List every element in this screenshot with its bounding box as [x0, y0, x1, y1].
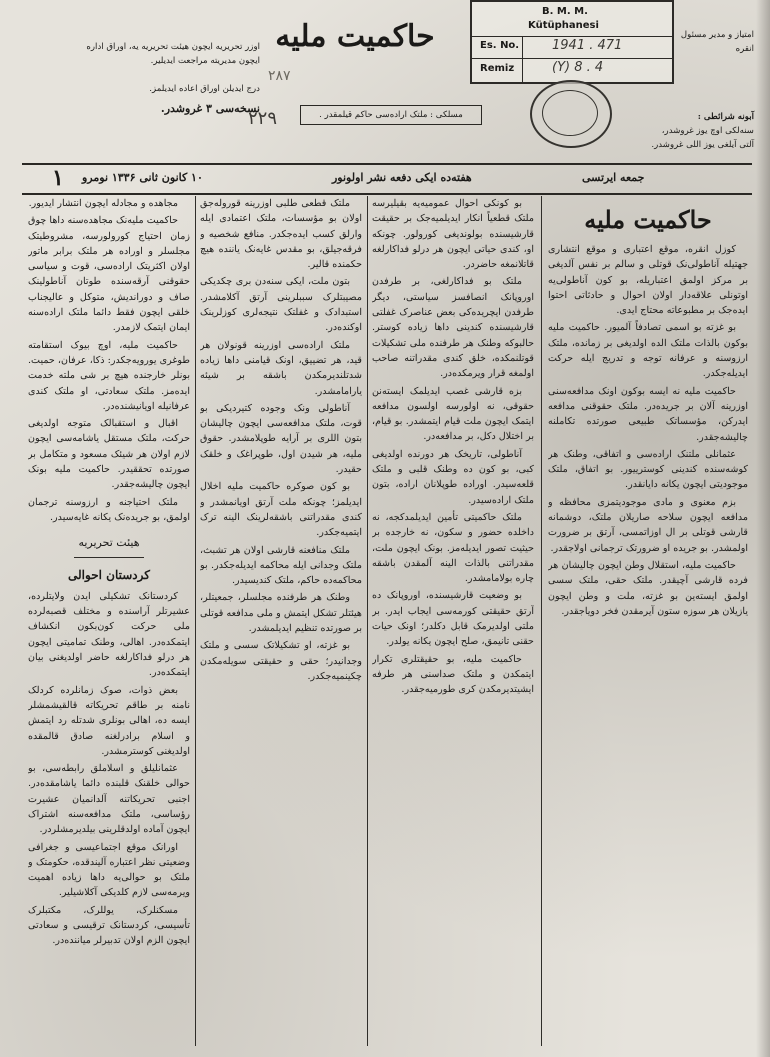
stamp-institution: B. M. M.	[542, 6, 588, 17]
article-paragraph: ملتک احتیاجنه و ارزوسنه ترجمان اولمق، بو جریده‌نک یکانه غایه‌سیدر.	[28, 496, 190, 523]
stamp-divider	[472, 36, 672, 37]
column-three	[372, 196, 534, 1046]
article-paragraph: ملتک منافعنه قارشی اولان هر تشبث، ملتک وجدانی ایله محاکمه ایدیله‌جکدر. بو محاکمه‌ده حاکم، ملتک کندیسیدر.	[200, 544, 362, 587]
issue-date: ۱۰ کانون ثانی ۱۳۳۶ نومرو	[82, 171, 203, 184]
article-paragraph: آناطولی ونک وجوده کتیردیکی بو قوت، ملتک مدافعه‌سی ایچون چالیشان بتون اللری بر آرایه طوپلامشدر. حقوق ملیه، هر شیدن اول، طوپراغک و خلقک حقیدر.	[200, 402, 362, 476]
pencil-marks: ٢٨٧	[268, 68, 291, 84]
article-paragraph: مسکنلرک، یوللرک، مکتبلرک تأسیسی، کردستانک ترقیسی و سعادتی ایچون الزم اولان تدبیرلر میاننده‌در.	[28, 904, 190, 947]
stamp-library: Kütüphanesi	[528, 20, 599, 31]
article-paragraph: حاکمیت ملیه، استقلال وطن ایچون چالیشان هر فرده قارشی آچیقدر. ملتک حقی، ملتک سسی اولمق ایسته‌ین بو غزته، ملت و وطن ایچون یازیلان هر سوزه ستون آیرمقدن فخر دویاجقدر.	[548, 559, 748, 617]
kurdistan-section-heading: کردستان احوالی	[68, 567, 150, 582]
editorial-note-line-2: ایچون مدیریته مراجعت ایدیلیر.	[150, 56, 260, 66]
section-divider	[74, 557, 144, 558]
subscription-yearly: سنه‌لکی اوچ یوز غروشدر،	[661, 126, 754, 136]
article-paragraph: بو غزته، او تشکیلاتک سسی و ملتک وجدانیدر؛ حقی و حقیقتی سویله‌مکدن چکینمیه‌جکدر.	[200, 640, 362, 682]
column-two	[200, 196, 362, 1046]
article-paragraph: عثمانلیلق و اسلاملق رابطه‌سی، بو حوالی خلقنک قلبنده دائما یاشامقده‌در. اجنبی تحریکاتنه آلدانمیان عشیرت رؤساسی، ملتک مدافعه‌سنه اشتراک ایچون آماده اولدقلرینی بیلدیرمشلردر.	[28, 763, 190, 836]
article-paragraph: حاکمیت ملیه نه ایسه بوکون اونک مدافعه‌سنی اوزرینه آلان بر جریده‌در. ملتک حقوقنی مدافعه ایدرکن، مؤسساتک طبیعی صورتده تکاملنه چالیشه‌جقدر.	[548, 385, 748, 443]
masthead-left-info	[30, 40, 260, 116]
returned-papers-note: درج ایدیلن اوراق اعاده ایدیلمز.	[149, 84, 260, 94]
stamp-es-no-label: Es. No.	[480, 40, 520, 51]
lead-article-heading: حاکمیت ملیه	[584, 205, 712, 234]
issue-price: نسخه‌سی ۳ غروشدر.	[160, 102, 260, 115]
newspaper-title: حاکمیت ملیه	[275, 19, 435, 54]
article-paragraph: بو کونکی احوال عمومیه‌یه بقیلیرسه ملتک قطعیاً انکار ایدیلمیه‌جک بر حقیقت قارشیسنده بولوندیغی کورولور. چونکه او، کندی حیاتی ایچون هر درلو فداکارلغه قاتلانمغه حاضردر.	[372, 198, 534, 271]
column-rule	[541, 196, 542, 1046]
article-paragraph: کوزل انقره، موقع اعتباری و موقع انتشاری جهتیله آناطولی‌نک قوتلی و سالم بر نفس آلدیغی بر مرکز اولمق اعتباریله، بو کون آناطولی‌یه اوتونلی علاقه‌دار اولان احوال و حادثاتی احتوا ایده‌جک بر مطبوعاته محتاج ایدی.	[548, 244, 748, 317]
motto-box: مسلکی : ملتک اراده‌سی حاکم قیلمقدر .	[300, 105, 482, 125]
column-lead-article	[548, 196, 748, 1046]
stamp-es-no-value: 1941 . 471	[552, 38, 623, 53]
issue-number: ۱	[52, 165, 64, 191]
article-paragraph: بزم معنوی و مادی موجودیتمزی محافظه و مدافعه ایچون سلاحه صاریلان ملتک، دوشمانه قارشی قوتلی بر ال اوزاتمسی، آرتق بر ضرورت اولمشدر. بو جریده او ضرورتک ترجمانی اولاجقدر.	[548, 496, 748, 554]
article-paragraph: ملتک اراده‌سی اوزرینه قونولان هر قید، هر تضییق، اونک قیامنی داها زیاده شدتلندیرمکدن باشقه بر شیئه یارامامشدر.	[200, 339, 362, 397]
column-one	[28, 196, 190, 1046]
column-rule	[367, 196, 368, 1046]
publication-frequency: هفته‌ده ایکی دفعه نشر اولونور	[332, 171, 472, 184]
stamp-remiz-label: Remiz	[480, 63, 515, 74]
article-paragraph: بو کون صوکره حاکمیت ملیه اخلال ایدیلمز؛ چونکه ملت آرتق اویانمشدر و کندی مقدراتنی باشقه‌لرینک الینه ترک ایتمیه‌جکدر.	[200, 481, 362, 539]
article-paragraph: آناطولی، تاریخک هر دورنده اولدیغی کبی، بو کون ده وطنک قلبی و ملتک قلعه‌سیدر. اوراده طوپلانان اراده، بتون ملتک اراده‌سیدر.	[372, 448, 534, 506]
stamp-divider-2	[472, 58, 672, 59]
round-seal-icon	[530, 80, 612, 148]
article-paragraph: بعض ذوات، صوک زمانلرده کردلک نامنه بر طاقم تحریکاته قالقیشمشلر ایسه ده، اهالی بونلری شدتله رد ایتمش و اسلام برادرلغنه صادق قالمقده اولدیغنی کوسترمشدر.	[28, 684, 190, 757]
stamp-remiz-value: (Y) 8 . 4	[552, 60, 604, 75]
owner-line: امتیاز و مدیر مسئول	[680, 30, 754, 40]
article-paragraph: بزه قارشی غصب ایدیلمک ایسته‌نن حقوقی، نه اولورسه اولسون مدافعه ایتمک ایچون ملت قیام ایتمشدر. بو قیام، بر اختلال دکل، بر مدافعه‌در.	[372, 385, 534, 443]
article-paragraph: ملتک قطعی طلبی اوزرینه قوروله‌جق اولان بو مؤسسات، ملتک اعتمادی ایله وارلق کسب ایده‌جکدر. منافع شخصیه و فرقه‌جیلق، بو مقدس غایه‌نک یاننده هیچ حکمنده قالیر.	[200, 198, 362, 271]
subscription-halfyear: آلتی آیلغی یوز اللی غروشدر.	[651, 140, 754, 150]
date-bar	[22, 163, 752, 195]
article-paragraph: اقبال و استقبالک متوجه اولدیغی حرکت، ملتک مستقل یاشامه‌سی ایچون لازم اولان هر شیئک مسعود و متکامل بر صورتده تحققیدر. حاکمیت ملیه بونک ایچون چالیشه‌جقدر.	[28, 418, 190, 491]
article-paragraph: مجاهده و مجادله ایچون انتشار ایدیور.	[28, 198, 178, 209]
article-paragraph: اورانک موقع اجتماعیسی و جغرافی وضعیتی نظر اعتباره آلیندقده، حکومتک و ملتک بو حوالی‌یه داها زیاده اهمیت ویرمه‌سی لازم کلدیکی آکلاشیلیر.	[28, 841, 190, 899]
issue-weekday: جمعه ایرتسی	[582, 171, 645, 184]
library-stamp	[470, 0, 674, 84]
article-paragraph: حاکمیت ملیه‌نک مجاهده‌سنه داها چوق زمان احتیاج کورولورسه، مشروطیتک مجلسلر و اوراده هر ملتک برابر ماتور اولان اکثریتک اراده‌سی، قوت و سیاسی حقوقنی آرقه‌سنده طوتان آناطولینک صاف و دوراندیش، متوکل و عالیجناب خلقی ایچون فقط دائما ملتک اراده‌سنه ایمان ایتمک لازمدر.	[28, 215, 190, 334]
handwritten-archive-number: ٢٢٩	[248, 108, 278, 129]
article-paragraph: بو وضعیت قارشیسنده، اوروپانک ده آرتق حقیقتی کورمه‌سی ایجاب ایدر. بر ملتی اولدیرمک قابل دکلدر؛ اونک حیات حقنی تانیمق، صلح ایچون یکانه یولدر.	[372, 590, 534, 648]
city-line: انقره	[735, 44, 754, 54]
stamp-vertical-divider	[522, 36, 523, 82]
torn-edge	[756, 0, 770, 1057]
article-paragraph: کردستانک تشکیلی ایدن ولایتلرده، عشیرتلر آراسنده و مختلف قصبه‌لرده ملی حرکت کون‌بکون انکشاف ایتمکده‌در. اهالی، وطنک تمامیتی ایچون هر درلو فداکارلغه حاضر اولدیغنی بیان ایتمکده‌در.	[28, 590, 190, 679]
article-paragraph: عثمانلی ملتنک اراده‌سی و اتفاقی، وطنک هر کوشه‌سنده کندینی کوسترییور. بو اتفاق، ملتک موجودیتی ایچون یکانه دایانقدر.	[548, 448, 748, 491]
editorial-note-line-1: اوزر تحریریه ایچون هیئت تحریریه یه، اوراق اداره	[86, 42, 260, 52]
editorial-board-signature: هیئت تحریریه	[78, 536, 140, 550]
article-paragraph: بو غزته بو اسمی تصادفاً آلمیور. حاکمیت ملیه بوکون بالذات ملتک الده اولدیغی بر زمانده، ملتک ارزوسنه و عرفانه توجه و تدریج ایله حرکت ایدیله‌جکدر.	[548, 322, 748, 380]
article-paragraph: ملتک بو فداکارلغی، بر طرفدن اوروپانک انصافسز سیاستی، دیگر طرفدن ایچریده‌کی بعض عناصرک غفلتی قارشیسنده کندینی داها زیاده کوستر. حالبوکه وطنک هر طرفنده ملی تشکیلات قوتلنمکده، خلق کندی مقدراتنه صاحب اولمغه قرار ویرمکده‌در.	[372, 276, 534, 380]
masthead	[0, 0, 770, 160]
article-paragraph: ملتک حاکمیتی تأمین ایدیلمدکجه، نه داخلده حضور و سکون، نه خارجده بر حیثیت تصور ایدیله‌مز. بونک ایچون ملت، مقدراتنی بالذات الینه آلمقدن باشقه چاره بولامامشدر.	[372, 511, 534, 585]
subscription-heading: آبونه شرائطی :	[697, 112, 754, 122]
article-paragraph: بتون ملت، ایکی سنه‌دن بری چکدیکی مصیبتلرک سببلرینی آرتق آکلامشدر. استبدادک و غفلتک نتیجه‌لری کوزلرینک اوکنده‌در.	[200, 276, 362, 334]
article-paragraph: وطنک هر طرفنده مجلسلر، جمعیتلر، هیئتلر تشکل ایتمش و ملی مدافعه قوتلی بر صورتده تنظیم ایدیلمشدر.	[200, 592, 362, 635]
article-paragraph: حاکمیت ملیه، اوچ بیوک استقامته طوغری یورویه‌جکدر: ذکا، عرفان، حمیت. بونلر خارجنده هیچ بر شی ملته خدمت ایده‌مز. ملتک سعادتی، او ملتک کندی عرفانیله اویانیشنده‌در.	[28, 339, 190, 412]
article-paragraph: حاکمیت ملیه، بو حقیقتلری تکرار ایتمکدن و ملتک صداسنی هر طرفه ایشیتدیرمکدن کری طورمیه‌جقدر.	[372, 653, 534, 696]
column-rule	[195, 196, 196, 1046]
